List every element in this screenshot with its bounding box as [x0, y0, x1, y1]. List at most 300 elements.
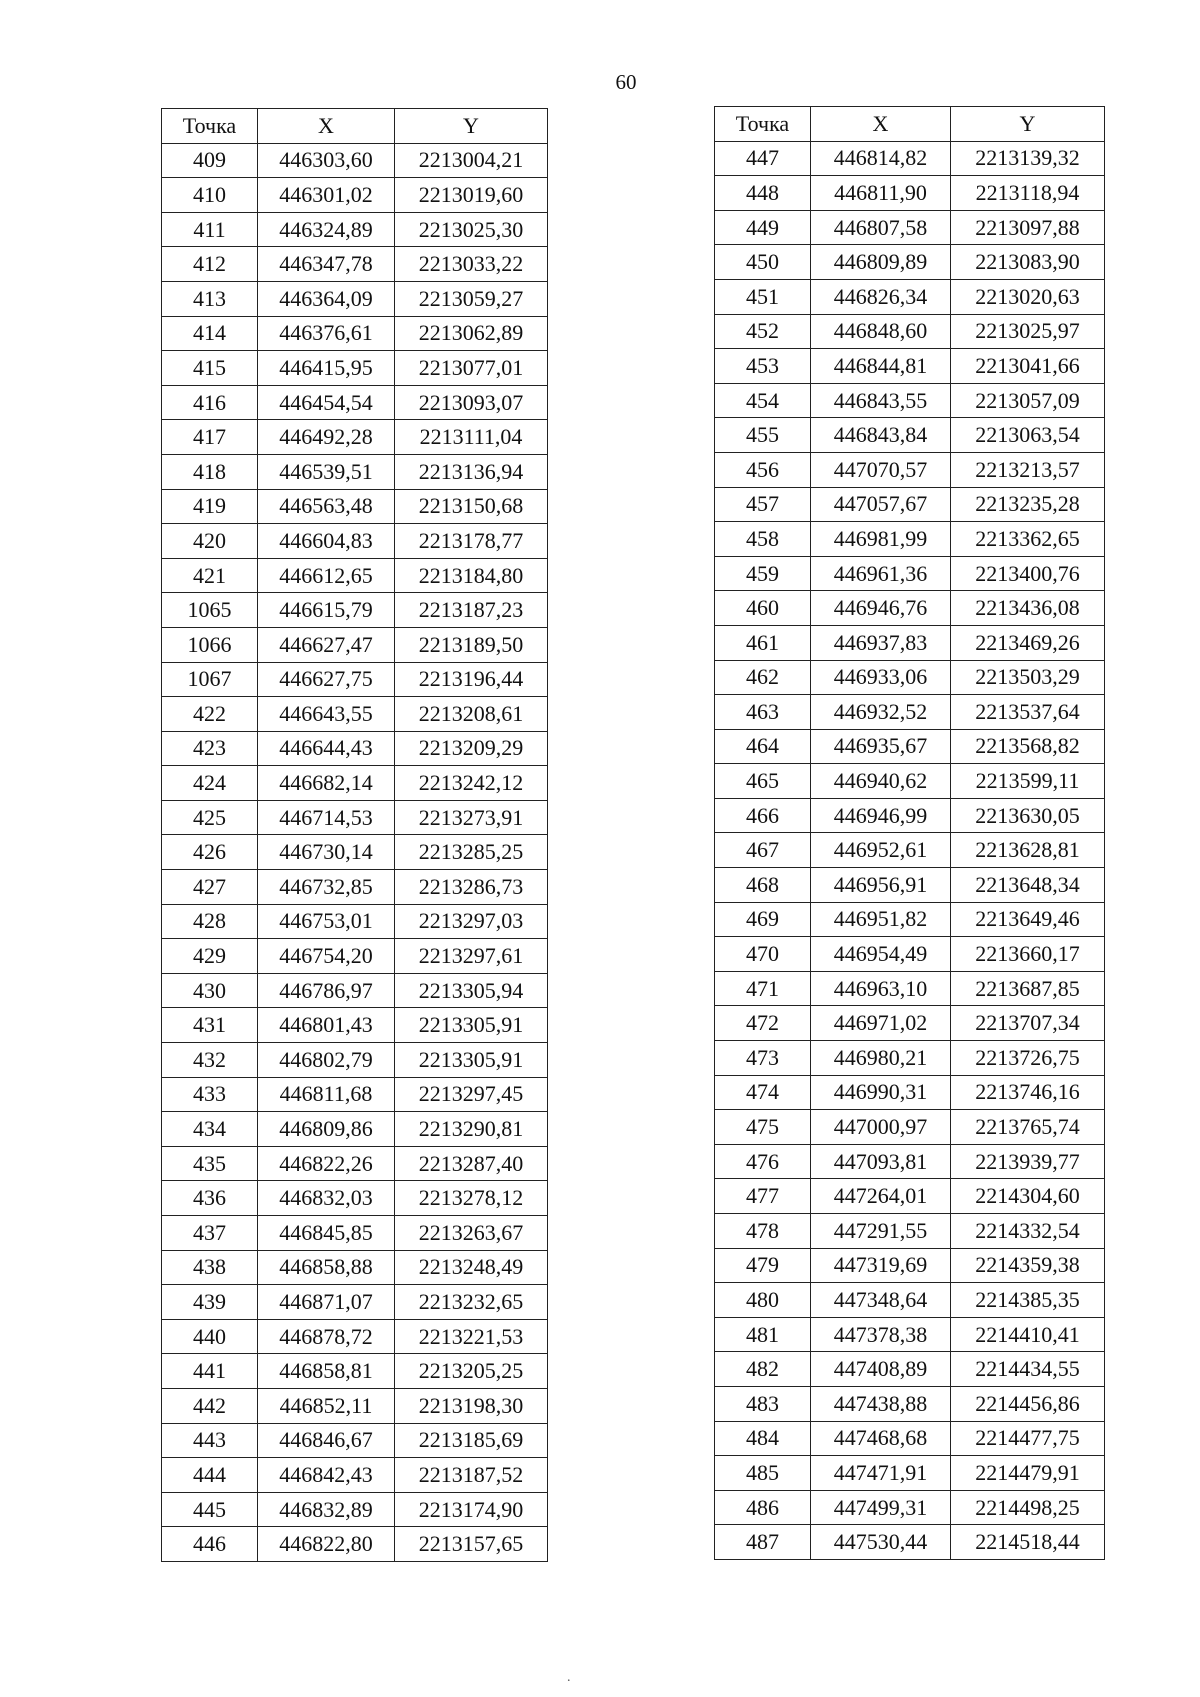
table-row — [162, 1492, 548, 1527]
table-row — [162, 731, 548, 766]
x-coordinate-cell: 446963,10 — [811, 971, 951, 1006]
y-coordinate-cell: 2213157,65 — [395, 1527, 548, 1562]
point-number-cell: 415 — [162, 351, 258, 386]
y-coordinate-cell: 2213263,67 — [395, 1216, 548, 1251]
y-coordinate-cell: 2213196,44 — [395, 662, 548, 697]
x-coordinate-cell: 446971,02 — [811, 1006, 951, 1041]
x-coordinate-cell: 447348,64 — [811, 1283, 951, 1318]
y-coordinate-cell: 2213297,03 — [395, 904, 548, 939]
table-row — [162, 835, 548, 870]
x-coordinate-cell: 446822,80 — [258, 1527, 395, 1562]
point-number-cell: 448 — [715, 176, 811, 211]
y-coordinate-cell: 2214304,60 — [951, 1179, 1105, 1214]
y-coordinate-cell: 2213707,34 — [951, 1006, 1105, 1041]
table-row — [162, 1008, 548, 1043]
x-coordinate-cell: 446946,99 — [811, 798, 951, 833]
point-number-cell: 484 — [715, 1421, 811, 1456]
table-row — [162, 627, 548, 662]
y-coordinate-cell: 2213033,22 — [395, 247, 548, 282]
page-number: 60 — [615, 70, 637, 94]
y-coordinate-cell: 2213242,12 — [395, 766, 548, 801]
point-number-cell: 464 — [715, 729, 811, 764]
point-number-cell: 1066 — [162, 627, 258, 662]
point-number-cell: 447 — [715, 141, 811, 176]
y-coordinate-cell: 2213059,27 — [395, 281, 548, 316]
y-coordinate-cell: 2213400,76 — [951, 556, 1105, 591]
header-point: Точка — [715, 107, 811, 142]
point-number-cell: 449 — [715, 210, 811, 245]
table-row — [715, 1525, 1105, 1560]
table-header-row — [162, 109, 548, 144]
table-row — [162, 489, 548, 524]
y-coordinate-cell: 2213139,32 — [951, 141, 1105, 176]
table-row — [162, 1527, 548, 1562]
y-coordinate-cell: 2213083,90 — [951, 245, 1105, 280]
table-row — [162, 870, 548, 905]
y-coordinate-cell: 2213062,89 — [395, 316, 548, 351]
table-row — [715, 833, 1105, 868]
y-coordinate-cell: 2213178,77 — [395, 524, 548, 559]
table-row — [162, 1458, 548, 1493]
y-coordinate-cell: 2213273,91 — [395, 800, 548, 835]
point-number-cell: 423 — [162, 731, 258, 766]
point-number-cell: 466 — [715, 798, 811, 833]
y-coordinate-cell: 2213118,94 — [951, 176, 1105, 211]
y-coordinate-cell: 2213221,53 — [395, 1319, 548, 1354]
x-coordinate-cell: 446845,85 — [258, 1216, 395, 1251]
table-row — [715, 1317, 1105, 1352]
y-coordinate-cell: 2214479,91 — [951, 1456, 1105, 1491]
y-coordinate-cell: 2214498,25 — [951, 1490, 1105, 1525]
point-number-cell: 461 — [715, 625, 811, 660]
point-number-cell: 418 — [162, 454, 258, 489]
table-row — [162, 1181, 548, 1216]
point-number-cell: 422 — [162, 697, 258, 732]
y-coordinate-cell: 2213020,63 — [951, 279, 1105, 314]
y-coordinate-cell: 2213537,64 — [951, 695, 1105, 730]
table-row — [162, 766, 548, 801]
y-coordinate-cell: 2213004,21 — [395, 143, 548, 178]
x-coordinate-cell: 446376,61 — [258, 316, 395, 351]
table-row — [715, 1179, 1105, 1214]
x-coordinate-cell: 447000,97 — [811, 1110, 951, 1145]
point-number-cell: 450 — [715, 245, 811, 280]
x-coordinate-cell: 446347,78 — [258, 247, 395, 282]
table-row — [715, 625, 1105, 660]
table-row — [715, 556, 1105, 591]
y-coordinate-cell: 2213599,11 — [951, 764, 1105, 799]
table-row — [162, 281, 548, 316]
table-row — [162, 1077, 548, 1112]
y-coordinate-cell: 2213939,77 — [951, 1144, 1105, 1179]
table-header-row — [715, 107, 1105, 142]
x-coordinate-cell: 447057,67 — [811, 487, 951, 522]
table-row — [715, 176, 1105, 211]
table-row — [715, 1248, 1105, 1283]
y-coordinate-cell: 2213305,91 — [395, 1043, 548, 1078]
table-row — [715, 591, 1105, 626]
x-coordinate-cell: 446643,55 — [258, 697, 395, 732]
table-row — [715, 210, 1105, 245]
y-coordinate-cell: 2213726,75 — [951, 1041, 1105, 1076]
table-row — [162, 212, 548, 247]
table-row — [162, 247, 548, 282]
point-number-cell: 471 — [715, 971, 811, 1006]
header-x: X — [811, 107, 951, 142]
point-number-cell: 475 — [715, 1110, 811, 1145]
y-coordinate-cell: 2213648,34 — [951, 868, 1105, 903]
x-coordinate-cell: 446832,03 — [258, 1181, 395, 1216]
table-row — [715, 1041, 1105, 1076]
y-coordinate-cell: 2213568,82 — [951, 729, 1105, 764]
point-number-cell: 425 — [162, 800, 258, 835]
table-row — [715, 314, 1105, 349]
x-coordinate-cell: 446682,14 — [258, 766, 395, 801]
x-coordinate-cell: 446933,06 — [811, 660, 951, 695]
table-row — [162, 316, 548, 351]
point-number-cell: 431 — [162, 1008, 258, 1043]
x-coordinate-cell: 446843,84 — [811, 418, 951, 453]
table-row — [162, 662, 548, 697]
y-coordinate-cell: 2213057,09 — [951, 383, 1105, 418]
point-number-cell: 486 — [715, 1490, 811, 1525]
table-row — [715, 1283, 1105, 1318]
table-row — [715, 452, 1105, 487]
point-number-cell: 454 — [715, 383, 811, 418]
table-row — [715, 383, 1105, 418]
y-coordinate-cell: 2213287,40 — [395, 1146, 548, 1181]
x-coordinate-cell: 446809,86 — [258, 1112, 395, 1147]
point-number-cell: 414 — [162, 316, 258, 351]
x-coordinate-cell: 446730,14 — [258, 835, 395, 870]
x-coordinate-cell: 446878,72 — [258, 1319, 395, 1354]
point-number-cell: 443 — [162, 1423, 258, 1458]
point-number-cell: 479 — [715, 1248, 811, 1283]
point-number-cell: 426 — [162, 835, 258, 870]
point-number-cell: 455 — [715, 418, 811, 453]
x-coordinate-cell: 446852,11 — [258, 1388, 395, 1423]
header-y: Y — [951, 107, 1105, 142]
x-coordinate-cell: 446952,61 — [811, 833, 951, 868]
y-coordinate-cell: 2213208,61 — [395, 697, 548, 732]
x-coordinate-cell: 446954,49 — [811, 937, 951, 972]
point-number-cell: 436 — [162, 1181, 258, 1216]
header-x: X — [258, 109, 395, 144]
point-number-cell: 453 — [715, 349, 811, 384]
x-coordinate-cell: 447499,31 — [811, 1490, 951, 1525]
table-row — [162, 524, 548, 559]
point-number-cell: 437 — [162, 1216, 258, 1251]
point-number-cell: 457 — [715, 487, 811, 522]
point-number-cell: 446 — [162, 1527, 258, 1562]
table-row — [162, 697, 548, 732]
table-row — [715, 418, 1105, 453]
x-coordinate-cell: 446364,09 — [258, 281, 395, 316]
x-coordinate-cell: 446786,97 — [258, 973, 395, 1008]
point-number-cell: 472 — [715, 1006, 811, 1041]
table-row — [715, 1110, 1105, 1145]
x-coordinate-cell: 447438,88 — [811, 1386, 951, 1421]
point-number-cell: 480 — [715, 1283, 811, 1318]
table-row — [162, 178, 548, 213]
x-coordinate-cell: 446801,43 — [258, 1008, 395, 1043]
x-coordinate-cell: 446871,07 — [258, 1285, 395, 1320]
point-number-cell: 416 — [162, 385, 258, 420]
table-row — [162, 1354, 548, 1389]
y-coordinate-cell: 2213687,85 — [951, 971, 1105, 1006]
y-coordinate-cell: 2213077,01 — [395, 351, 548, 386]
table-row — [715, 868, 1105, 903]
point-number-cell: 432 — [162, 1043, 258, 1078]
point-number-cell: 410 — [162, 178, 258, 213]
table-row — [162, 1250, 548, 1285]
x-coordinate-cell: 446754,20 — [258, 939, 395, 974]
x-coordinate-cell: 447264,01 — [811, 1179, 951, 1214]
table-row — [162, 1423, 548, 1458]
y-coordinate-cell: 2213063,54 — [951, 418, 1105, 453]
x-coordinate-cell: 447471,91 — [811, 1456, 951, 1491]
x-coordinate-cell: 446980,21 — [811, 1041, 951, 1076]
point-number-cell: 439 — [162, 1285, 258, 1320]
point-number-cell: 465 — [715, 764, 811, 799]
point-number-cell: 477 — [715, 1179, 811, 1214]
table-row — [715, 937, 1105, 972]
table-row — [715, 695, 1105, 730]
table-row — [162, 1319, 548, 1354]
x-coordinate-cell: 446604,83 — [258, 524, 395, 559]
table-row — [715, 902, 1105, 937]
y-coordinate-cell: 2214518,44 — [951, 1525, 1105, 1560]
x-coordinate-cell: 446627,47 — [258, 627, 395, 662]
point-number-cell: 421 — [162, 558, 258, 593]
table-row — [162, 593, 548, 628]
x-coordinate-cell: 447291,55 — [811, 1214, 951, 1249]
coordinates-table-right — [714, 106, 1105, 1560]
x-coordinate-cell: 446981,99 — [811, 522, 951, 557]
x-coordinate-cell: 446844,81 — [811, 349, 951, 384]
y-coordinate-cell: 2213184,80 — [395, 558, 548, 593]
y-coordinate-cell: 2213628,81 — [951, 833, 1105, 868]
table-row — [715, 1386, 1105, 1421]
table-body — [162, 143, 548, 1561]
y-coordinate-cell: 2213093,07 — [395, 385, 548, 420]
table-row — [162, 1043, 548, 1078]
y-coordinate-cell: 2213097,88 — [951, 210, 1105, 245]
point-number-cell: 445 — [162, 1492, 258, 1527]
y-coordinate-cell: 2213187,23 — [395, 593, 548, 628]
y-coordinate-cell: 2213209,29 — [395, 731, 548, 766]
table-row — [715, 1144, 1105, 1179]
x-coordinate-cell: 446492,28 — [258, 420, 395, 455]
point-number-cell: 456 — [715, 452, 811, 487]
y-coordinate-cell: 2213150,68 — [395, 489, 548, 524]
y-coordinate-cell: 2213503,29 — [951, 660, 1105, 695]
x-coordinate-cell: 446732,85 — [258, 870, 395, 905]
x-coordinate-cell: 447093,81 — [811, 1144, 951, 1179]
x-coordinate-cell: 446858,81 — [258, 1354, 395, 1389]
y-coordinate-cell: 2213198,30 — [395, 1388, 548, 1423]
x-coordinate-cell: 446301,02 — [258, 178, 395, 213]
table-row — [162, 143, 548, 178]
point-number-cell: 429 — [162, 939, 258, 974]
y-coordinate-cell: 2213213,57 — [951, 452, 1105, 487]
point-number-cell: 469 — [715, 902, 811, 937]
point-number-cell: 440 — [162, 1319, 258, 1354]
x-coordinate-cell: 446612,65 — [258, 558, 395, 593]
y-coordinate-cell: 2213189,50 — [395, 627, 548, 662]
point-number-cell: 412 — [162, 247, 258, 282]
coordinates-table-left — [161, 108, 548, 1562]
point-number-cell: 463 — [715, 695, 811, 730]
point-number-cell: 444 — [162, 1458, 258, 1493]
y-coordinate-cell: 2213649,46 — [951, 902, 1105, 937]
y-coordinate-cell: 2213248,49 — [395, 1250, 548, 1285]
y-coordinate-cell: 2214477,75 — [951, 1421, 1105, 1456]
point-number-cell: 458 — [715, 522, 811, 557]
point-number-cell: 417 — [162, 420, 258, 455]
y-coordinate-cell: 2213290,81 — [395, 1112, 548, 1147]
table-row — [162, 1146, 548, 1181]
table-row — [162, 800, 548, 835]
y-coordinate-cell: 2213305,91 — [395, 1008, 548, 1043]
point-number-cell: 452 — [715, 314, 811, 349]
point-number-cell: 434 — [162, 1112, 258, 1147]
point-number-cell: 485 — [715, 1456, 811, 1491]
point-number-cell: 487 — [715, 1525, 811, 1560]
x-coordinate-cell: 446303,60 — [258, 143, 395, 178]
y-coordinate-cell: 2213025,97 — [951, 314, 1105, 349]
y-coordinate-cell: 2213019,60 — [395, 178, 548, 213]
x-coordinate-cell: 446615,79 — [258, 593, 395, 628]
y-coordinate-cell: 2213111,04 — [395, 420, 548, 455]
x-coordinate-cell: 446843,55 — [811, 383, 951, 418]
x-coordinate-cell: 446627,75 — [258, 662, 395, 697]
table-row — [715, 1421, 1105, 1456]
y-coordinate-cell: 2214456,86 — [951, 1386, 1105, 1421]
point-number-cell: 424 — [162, 766, 258, 801]
x-coordinate-cell: 446848,60 — [811, 314, 951, 349]
x-coordinate-cell: 446858,88 — [258, 1250, 395, 1285]
x-coordinate-cell: 446940,62 — [811, 764, 951, 799]
point-number-cell: 470 — [715, 937, 811, 972]
table-row — [162, 973, 548, 1008]
y-coordinate-cell: 2213305,94 — [395, 973, 548, 1008]
point-number-cell: 441 — [162, 1354, 258, 1389]
y-coordinate-cell: 2213469,26 — [951, 625, 1105, 660]
point-number-cell: 451 — [715, 279, 811, 314]
table-body — [715, 141, 1105, 1559]
point-number-cell: 428 — [162, 904, 258, 939]
x-coordinate-cell: 446811,90 — [811, 176, 951, 211]
x-coordinate-cell: 446951,82 — [811, 902, 951, 937]
x-coordinate-cell: 446937,83 — [811, 625, 951, 660]
table-row — [715, 1490, 1105, 1525]
x-coordinate-cell: 446415,95 — [258, 351, 395, 386]
x-coordinate-cell: 447378,38 — [811, 1317, 951, 1352]
table-row — [162, 420, 548, 455]
x-coordinate-cell: 446822,26 — [258, 1146, 395, 1181]
x-coordinate-cell: 446454,54 — [258, 385, 395, 420]
y-coordinate-cell: 2213285,25 — [395, 835, 548, 870]
x-coordinate-cell: 446846,67 — [258, 1423, 395, 1458]
x-coordinate-cell: 446539,51 — [258, 454, 395, 489]
y-coordinate-cell: 2213025,30 — [395, 212, 548, 247]
table-row — [715, 522, 1105, 557]
table-row — [715, 764, 1105, 799]
y-coordinate-cell: 2213286,73 — [395, 870, 548, 905]
point-number-cell: 482 — [715, 1352, 811, 1387]
x-coordinate-cell: 446563,48 — [258, 489, 395, 524]
point-number-cell: 460 — [715, 591, 811, 626]
point-number-cell: 468 — [715, 868, 811, 903]
point-number-cell: 442 — [162, 1388, 258, 1423]
table-row — [715, 487, 1105, 522]
table-row — [715, 1352, 1105, 1387]
y-coordinate-cell: 2213746,16 — [951, 1075, 1105, 1110]
y-coordinate-cell: 2214359,38 — [951, 1248, 1105, 1283]
point-number-cell: 1067 — [162, 662, 258, 697]
y-coordinate-cell: 2213660,17 — [951, 937, 1105, 972]
table-row — [715, 971, 1105, 1006]
x-coordinate-cell: 446324,89 — [258, 212, 395, 247]
point-number-cell: 409 — [162, 143, 258, 178]
table-row — [162, 385, 548, 420]
x-coordinate-cell: 447530,44 — [811, 1525, 951, 1560]
x-coordinate-cell: 446946,76 — [811, 591, 951, 626]
table-row — [162, 904, 548, 939]
x-coordinate-cell: 446932,52 — [811, 695, 951, 730]
y-coordinate-cell: 2213136,94 — [395, 454, 548, 489]
x-coordinate-cell: 446753,01 — [258, 904, 395, 939]
table-row — [715, 1075, 1105, 1110]
y-coordinate-cell: 2213174,90 — [395, 1492, 548, 1527]
point-number-cell: 462 — [715, 660, 811, 695]
point-number-cell: 420 — [162, 524, 258, 559]
y-coordinate-cell: 2213187,52 — [395, 1458, 548, 1493]
table-row — [715, 660, 1105, 695]
x-coordinate-cell: 446802,79 — [258, 1043, 395, 1078]
x-coordinate-cell: 446832,89 — [258, 1492, 395, 1527]
x-coordinate-cell: 447070,57 — [811, 452, 951, 487]
point-number-cell: 435 — [162, 1146, 258, 1181]
table-row — [162, 351, 548, 386]
y-coordinate-cell: 2214332,54 — [951, 1214, 1105, 1249]
point-number-cell: 474 — [715, 1075, 811, 1110]
header-y: Y — [395, 109, 548, 144]
y-coordinate-cell: 2213205,25 — [395, 1354, 548, 1389]
point-number-cell: 483 — [715, 1386, 811, 1421]
y-coordinate-cell: 2213041,66 — [951, 349, 1105, 384]
point-number-cell: 427 — [162, 870, 258, 905]
y-coordinate-cell: 2213278,12 — [395, 1181, 548, 1216]
table-row — [162, 454, 548, 489]
table-row — [162, 1216, 548, 1251]
point-number-cell: 476 — [715, 1144, 811, 1179]
x-coordinate-cell: 446644,43 — [258, 731, 395, 766]
point-number-cell: 419 — [162, 489, 258, 524]
x-coordinate-cell: 447319,69 — [811, 1248, 951, 1283]
y-coordinate-cell: 2213297,61 — [395, 939, 548, 974]
table-row — [715, 1214, 1105, 1249]
y-coordinate-cell: 2213436,08 — [951, 591, 1105, 626]
table-row — [715, 798, 1105, 833]
table-row — [715, 1006, 1105, 1041]
y-coordinate-cell: 2213765,74 — [951, 1110, 1105, 1145]
table-row — [715, 729, 1105, 764]
x-coordinate-cell: 447468,68 — [811, 1421, 951, 1456]
y-coordinate-cell: 2213630,05 — [951, 798, 1105, 833]
x-coordinate-cell: 446811,68 — [258, 1077, 395, 1112]
